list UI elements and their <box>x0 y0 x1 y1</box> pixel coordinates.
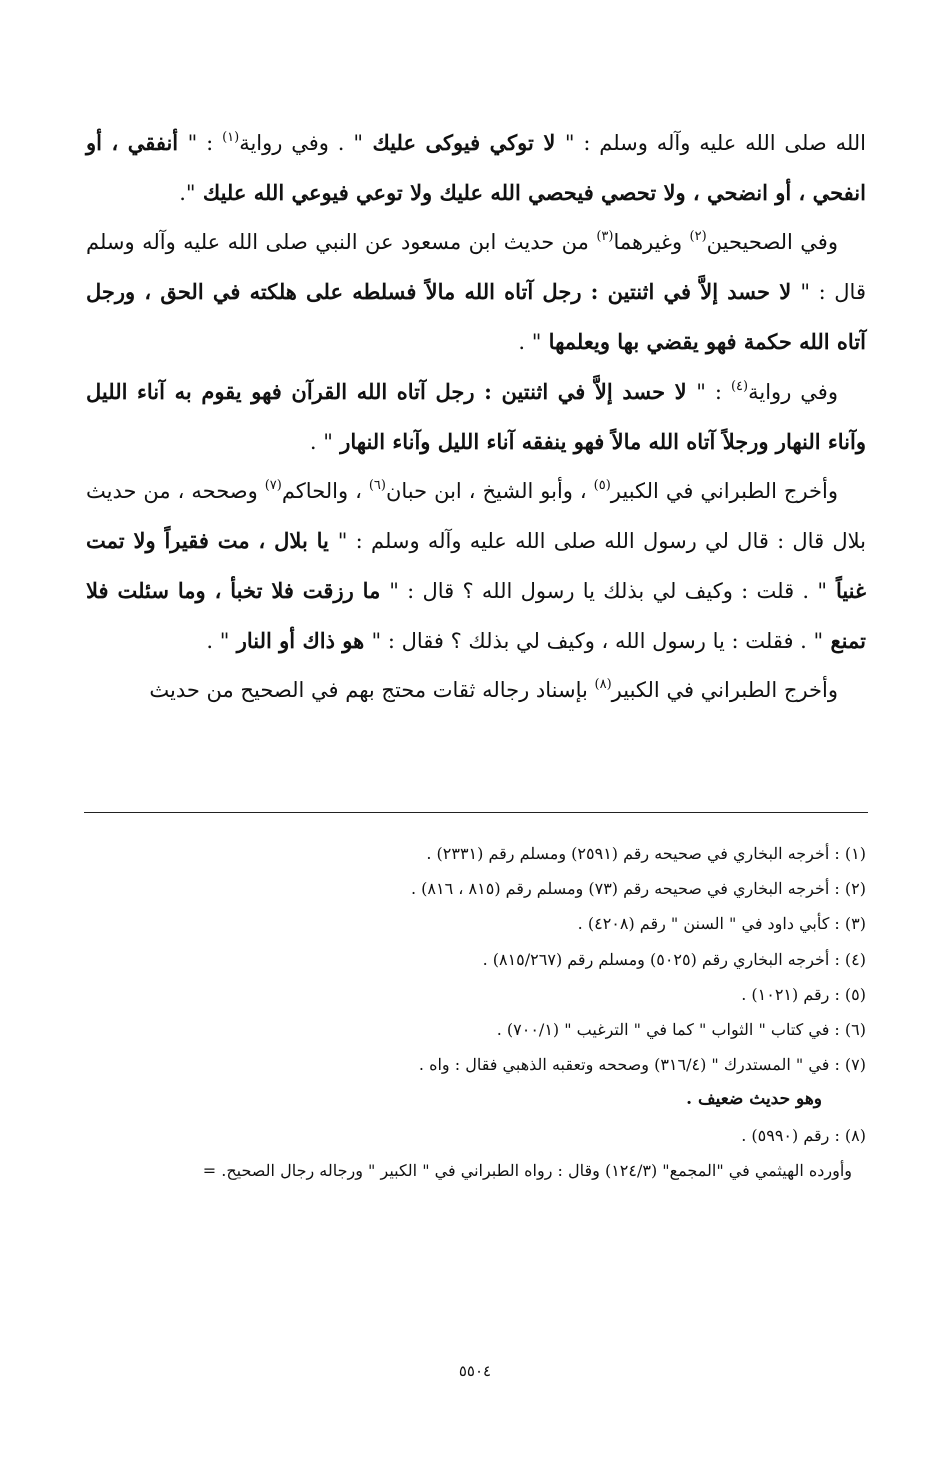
text-run: ، وأبو الشيخ ، ابن حبان <box>385 479 594 503</box>
footnote: وأورده الهيثمي في "المجمع" (١٢٤/٣) وقال : رواه الطبراني في " الكبير " ورجاله رجال الصحيح. = <box>202 1160 852 1180</box>
footnote: وهو حديث ضعيف . <box>686 1089 822 1110</box>
text-run: " . فقلت : يا رسول الله ، وكيف لي بذلك ؟ فقال : " <box>371 629 824 653</box>
footnote: (٢) : أخرجه البخاري في صحيحه رقم (٧٣) ومسلم رقم (٨١٥ ، ٨١٦) . <box>410 879 866 899</box>
text-run: وغيرهما <box>613 230 690 254</box>
hadith-quote: هو ذاك أو النار <box>229 628 372 653</box>
text-run: " . قلت : وكيف لي بذلك يا رسول الله ؟ قال : " <box>389 579 828 603</box>
text-run: ". <box>179 181 196 205</box>
footnote: (٥) : رقم (١٠٢١) . <box>741 984 866 1004</box>
paragraph <box>86 367 866 467</box>
footnote-marker: (٧) <box>264 478 282 493</box>
hadith-quote: أنفقي ، أو انفحي ، أو انضحي ، ولا تحصي فيحصي الله عليك ولا توعي فيوعي الله عليك <box>86 130 866 205</box>
text-run: " . وفي رواية <box>239 131 363 155</box>
hadith-quote: لا حسد إلاَّ في اثنتين : رجل آتاه الله مالاً فسلطه على هلكته في الحق ، ورجل آتاه الله حكمة فهو يقضي بها ويعلمها <box>86 279 866 354</box>
hadith-quote: يا بلال ، مت فقيراً ولا تمت غنياً <box>86 528 866 603</box>
footnote-marker: (٢) <box>689 229 707 244</box>
footnote-marker: (٣) <box>596 229 614 244</box>
text-run: " . <box>206 629 230 653</box>
hadith-quote: لا توكي فيوكى عليك <box>362 130 565 155</box>
page-number: ٥٥٠٤ <box>458 1362 492 1380</box>
text-run: " . <box>518 330 542 354</box>
hadith-quote: ما رزقت فلا تخبأ ، وما سئلت فلا تمنع <box>86 578 866 653</box>
text-run: من حديث ابن مسعود عن النبي صلى الله عليه وآله وسلم قال : " <box>86 230 866 304</box>
hadith-quote: لا حسد إلاَّ في اثنتين : رجل آتاه الله القرآن فهو يقوم به آناء الليل وآناء النهار ورجلاً آتاه الله مالاً فهو ينفقه آناء الليل وآناء النهار <box>86 379 866 454</box>
text-run: بإسناد رجاله ثقات محتج بهم في الصحيح من حديث <box>149 678 595 702</box>
paragraph <box>86 218 866 367</box>
footnote: (٤) : أخرجه البخاري رقم (٥٠٢٥) ومسلم رقم (٨١٥/٢٦٧) . <box>482 949 866 969</box>
main-text <box>86 118 866 715</box>
paragraph <box>86 666 866 715</box>
text-run: " . <box>309 430 333 454</box>
text-run: : " <box>187 131 223 155</box>
text-run: وصححه ، من حديث بلال قال : قال لي رسول الله صلى الله عليه وآله وسلم : " <box>86 479 866 553</box>
paragraph <box>86 467 866 666</box>
footnote-marker: (٤) <box>730 379 749 394</box>
text-run: الله صلى الله عليه وآله وسلم : " <box>564 131 867 155</box>
footnote-marker: (٥) <box>593 478 611 493</box>
paragraph <box>86 118 866 218</box>
text-run: وأخرج الطبراني في الكبير <box>610 479 838 503</box>
footnote-marker: (٨) <box>594 677 612 692</box>
footnote: (٧) : في " المستدرك " (٣١٦/٤) وصححه وتعقبه الذهبي فقال : واه . <box>418 1055 866 1075</box>
footnote: (٦) : في كتاب " الثواب " كما في " الترغيب " (٧٠٠/١) . <box>496 1020 866 1040</box>
footnote-separator <box>84 812 868 813</box>
footnote: (١) : أخرجه البخاري في صحيحه رقم (٢٥٩١) ومسلم رقم (٢٣٣١) . <box>426 844 866 863</box>
footnote-marker: (٦) <box>368 478 386 493</box>
footnote-marker: (١) <box>222 130 240 145</box>
text-run: ، والحاكم <box>281 479 369 503</box>
text-run: وفي الصحيحين <box>706 230 838 254</box>
footnote: (٨) : رقم (٥٩٩٠) . <box>741 1125 866 1145</box>
footnotes <box>86 836 866 1188</box>
text-run: وفي رواية <box>748 380 838 404</box>
text-run: وأخرج الطبراني في الكبير <box>611 678 838 702</box>
footnote: (٣) : كأبي داود في " السنن " رقم (٤٢٠٨) . <box>577 914 866 934</box>
text-run: : " <box>696 380 731 404</box>
